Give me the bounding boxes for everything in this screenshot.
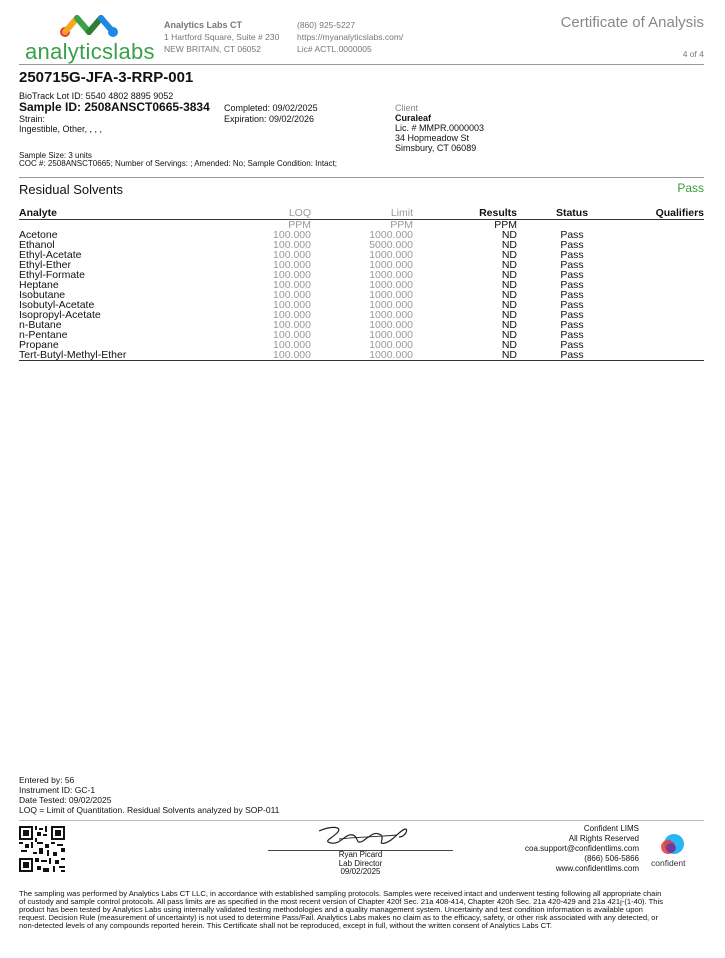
- col-qualifiers: Qualifiers: [655, 207, 704, 219]
- qualifier-cell: [627, 240, 704, 250]
- analyte-cell: Acetone: [19, 229, 58, 241]
- result-cell: ND: [501, 339, 517, 351]
- result-cell: ND: [501, 229, 517, 241]
- loq-cell: 100.000: [273, 299, 311, 311]
- loq-cell: 100.000: [273, 279, 311, 291]
- unit-results: PPM: [494, 219, 517, 231]
- result-cell: ND: [501, 349, 517, 361]
- analyte-cell: n-Butane: [19, 319, 62, 331]
- section-divider: [19, 177, 704, 178]
- result-cell: ND: [501, 289, 517, 301]
- loq-cell: 100.000: [273, 329, 311, 341]
- company-logo: [25, 12, 155, 64]
- loq-cell: 100.000: [273, 239, 311, 251]
- logo-mark-icon: [55, 12, 125, 38]
- lab-license: Lic# ACTL.0000005: [297, 44, 372, 54]
- lab-info: [164, 19, 279, 55]
- status-cell: Pass: [560, 349, 584, 361]
- table-row: [19, 230, 704, 240]
- loq-cell: 100.000: [273, 339, 311, 351]
- signatory: [268, 851, 453, 877]
- lab-contact: [297, 19, 403, 55]
- table-row: [19, 330, 704, 340]
- unit-loq: PPM: [288, 219, 311, 231]
- limit-cell: 1000.000: [369, 309, 413, 321]
- sample-size: Sample Size: 3 units: [19, 151, 92, 160]
- limit-cell: 1000.000: [369, 259, 413, 271]
- qualifier-cell: [627, 320, 704, 330]
- qualifier-cell: [627, 230, 704, 240]
- limit-cell: 1000.000: [369, 299, 413, 311]
- header-divider: [19, 64, 704, 65]
- status-cell: Pass: [560, 249, 584, 261]
- status-cell: Pass: [560, 279, 584, 291]
- table-row: [19, 310, 704, 320]
- analyte-cell: Ethyl-Ether: [19, 259, 71, 271]
- status-cell: Pass: [560, 329, 584, 341]
- status-cell: Pass: [560, 269, 584, 281]
- table-row: [19, 240, 704, 250]
- lims-name: Confident LIMS: [583, 824, 639, 833]
- analyte-cell: Propane: [19, 339, 59, 351]
- sample-id: Sample ID: 2508ANSCT0665-3834: [19, 100, 210, 114]
- qualifier-cell: [627, 290, 704, 300]
- result-cell: ND: [501, 329, 517, 341]
- table-row: [19, 320, 704, 330]
- date-tested: Date Tested: 09/02/2025: [19, 795, 112, 805]
- limit-cell: 1000.000: [369, 349, 413, 361]
- client-address-2: Simsbury, CT 06089: [395, 143, 477, 153]
- qualifier-cell: [627, 300, 704, 310]
- section-title: Residual Solvents: [19, 182, 124, 197]
- limit-cell: 1000.000: [369, 269, 413, 281]
- analyte-cell: Ethyl-Formate: [19, 269, 85, 281]
- analyte-cell: Heptane: [19, 279, 59, 291]
- loq-note: LOQ = Limit of Quantitation. Residual Solvents analyzed by SOP-011: [19, 805, 280, 815]
- table-row: [19, 270, 704, 280]
- signature-image: [315, 823, 415, 849]
- result-cell: ND: [501, 299, 517, 311]
- analyte-cell: n-Pentane: [19, 329, 68, 341]
- result-cell: ND: [501, 309, 517, 321]
- lims-email[interactable]: coa.support@confidentlims.com: [525, 844, 639, 853]
- result-cell: ND: [501, 249, 517, 261]
- disclaimer-line: The sampling was performed by Analytics Labs CT LLC, in accordance with established sampling protocols. Samples were received intact and underwent testing following all appropriate chain: [19, 889, 662, 898]
- qualifier-cell: [627, 350, 704, 361]
- limit-cell: 1000.000: [369, 319, 413, 331]
- client-name: Curaleaf: [395, 113, 432, 123]
- unit-limit: PPM: [390, 219, 413, 231]
- table-body: [19, 230, 704, 361]
- lab-address-1: 1 Hartford Square, Suite # 230: [164, 32, 280, 42]
- disclaimer: [19, 890, 709, 930]
- lims-website[interactable]: www.confidentlims.com: [555, 864, 639, 873]
- notes: [19, 775, 279, 815]
- loq-cell: 100.000: [273, 259, 311, 271]
- qualifier-cell: [627, 260, 704, 270]
- loq-cell: 100.000: [273, 319, 311, 331]
- limit-cell: 1000.000: [369, 249, 413, 261]
- col-analyte: Analyte: [19, 207, 57, 219]
- limit-cell: 5000.000: [369, 239, 413, 251]
- status-cell: Pass: [560, 309, 584, 321]
- qualifier-cell: [627, 270, 704, 280]
- lims-rights: All Rights Reserved: [568, 834, 639, 843]
- expiration-date: Expiration: 09/02/2026: [224, 114, 315, 124]
- table-row: [19, 250, 704, 260]
- disclaimer-line: request. Decision Rule (measurement of uncertainty) is not used to determine Pass/Fail. Analytics Labs makes no claim as to the efficacy, safety, or other risk associated with any detected, or: [19, 913, 659, 922]
- limit-cell: 1000.000: [369, 329, 413, 341]
- analyte-cell: Tert-Butyl-Methyl-Ether: [19, 349, 127, 361]
- signature-date: 09/02/2025: [340, 867, 381, 876]
- client-label: Client: [395, 103, 419, 113]
- status-cell: Pass: [560, 259, 584, 271]
- limit-cell: 1000.000: [369, 229, 413, 241]
- result-cell: ND: [501, 279, 517, 291]
- signatory-title: Lab Director: [338, 858, 383, 868]
- qualifier-cell: [627, 280, 704, 290]
- sample-type: Ingestible, Other, , , ,: [19, 124, 103, 134]
- disclaimer-line: of custody and sample control protocols. All pass limits are as specified in the most recent version of Chapter 420f Sec. 21a 408-414, Chapter 420h Sec. 21a 420-429 and 21a 421j-(1-40). This: [19, 897, 664, 906]
- lab-name: Analytics Labs CT: [164, 20, 243, 30]
- table-row: [19, 260, 704, 270]
- footer-divider: [19, 820, 704, 821]
- loq-cell: 100.000: [273, 289, 311, 301]
- result-cell: ND: [501, 259, 517, 271]
- status-cell: Pass: [560, 289, 584, 301]
- page-number: 4 of 4: [682, 49, 704, 59]
- lab-website-link[interactable]: https://myanalyticslabs.com/: [297, 32, 404, 42]
- disclaimer-line: product has been tested by Analytics Labs using internally validated testing methodologies and a quality management system. Uncertainty and test condition information is available upon: [19, 905, 643, 914]
- col-loq: LOQ: [288, 207, 311, 219]
- analyte-cell: Ethanol: [19, 239, 55, 251]
- qr-code-icon[interactable]: [19, 826, 65, 872]
- loq-cell: 100.000: [273, 349, 311, 361]
- entered-by: Entered by: 56: [19, 775, 75, 785]
- lims-phone: (866) 506-5866: [584, 854, 639, 863]
- strain: Strain:: [19, 114, 46, 124]
- qualifier-cell: [627, 330, 704, 340]
- analyte-cell: Ethyl-Acetate: [19, 249, 82, 261]
- limit-cell: 1000.000: [369, 279, 413, 291]
- table-units-row: [19, 220, 704, 231]
- section-status: Pass: [677, 181, 704, 195]
- table-row: [19, 290, 704, 300]
- lab-phone: (860) 925-5227: [297, 20, 356, 30]
- client-address-1: 34 Hopmeadow St: [395, 133, 470, 143]
- result-cell: ND: [501, 319, 517, 331]
- qualifier-cell: [627, 250, 704, 260]
- table-row: [19, 280, 704, 290]
- col-limit: Limit: [390, 207, 413, 219]
- client-license: Lic. # MMPR.0000003: [395, 123, 485, 133]
- table-row: [19, 350, 704, 361]
- lab-address-2: NEW BRITAIN, CT 06052: [164, 44, 261, 54]
- confident-logo-icon: [659, 833, 685, 857]
- results-table: [19, 207, 704, 361]
- analyte-cell: Isobutane: [19, 289, 66, 301]
- status-cell: Pass: [560, 239, 584, 251]
- biotrack-lot-id: BioTrack Lot ID: 5540 4802 8895 9052: [19, 91, 174, 101]
- qualifier-cell: [627, 340, 704, 350]
- status-cell: Pass: [560, 229, 584, 241]
- instrument-id: Instrument ID: GC-1: [19, 785, 96, 795]
- completed-date: Completed: 09/02/2025: [224, 103, 318, 113]
- loq-cell: 100.000: [273, 269, 311, 281]
- confident-wordmark: confident: [651, 858, 686, 868]
- qualifier-cell: [627, 310, 704, 320]
- logo-wordmark: analyticslabs: [25, 39, 155, 64]
- signatory-name: Ryan Picard: [338, 850, 383, 859]
- limit-cell: 1000.000: [369, 289, 413, 301]
- status-cell: Pass: [560, 319, 584, 331]
- coc-line: COC #: 2508ANSCT0665; Number of Servings: ; Amended: No; Sample Condition: Intact;: [19, 159, 337, 168]
- col-results: Results: [479, 207, 517, 219]
- loq-cell: 100.000: [273, 249, 311, 261]
- client-info: [395, 103, 484, 153]
- lims-info: [525, 824, 639, 874]
- lot-code: 250715G-JFA-3-RRP-001: [19, 69, 194, 86]
- disclaimer-line: non-detected levels of any compounds reported herein. This Certificate shall not be reproduced, except in full, without the written consent of Analytics Labs CT.: [19, 921, 552, 930]
- result-cell: ND: [501, 239, 517, 251]
- analyte-cell: Isopropyl-Acetate: [19, 309, 101, 321]
- analyte-cell: Isobutyl-Acetate: [19, 299, 95, 311]
- status-cell: Pass: [560, 339, 584, 351]
- loq-cell: 100.000: [273, 309, 311, 321]
- limit-cell: 1000.000: [369, 339, 413, 351]
- table-header-row: [19, 207, 704, 220]
- loq-cell: 100.000: [273, 229, 311, 241]
- col-status: Status: [555, 207, 589, 219]
- table-row: [19, 300, 704, 310]
- document-title: Certificate of Analysis: [560, 14, 704, 31]
- result-cell: ND: [501, 269, 517, 281]
- status-cell: Pass: [560, 299, 584, 311]
